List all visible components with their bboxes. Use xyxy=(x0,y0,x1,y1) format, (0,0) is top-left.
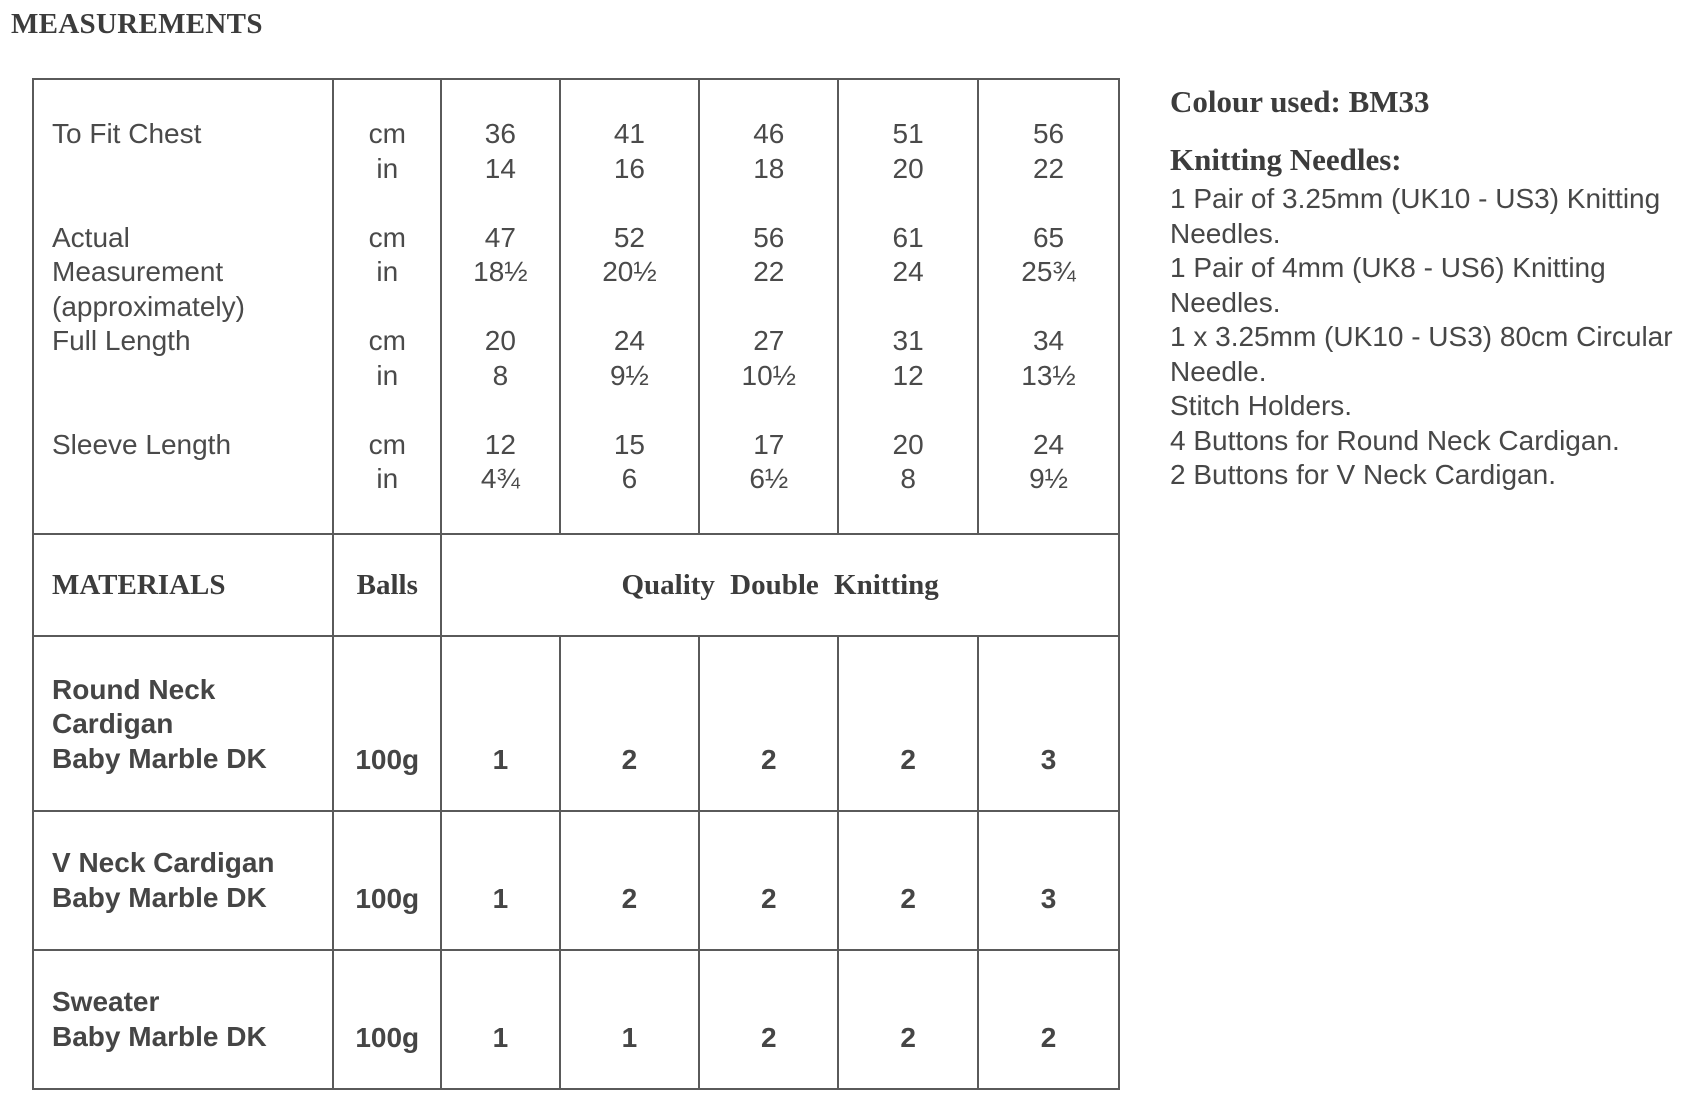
size-value: 8 xyxy=(900,463,916,494)
size-value: 24 xyxy=(1032,428,1065,460)
needle-list-item: 4 Buttons for Round Neck Cardigan. xyxy=(1170,424,1620,456)
ball-count: 3 xyxy=(978,811,1119,950)
size-value: 24 xyxy=(613,325,646,356)
yarn-label-line: Baby Marble DK xyxy=(52,1020,267,1052)
unit-cell xyxy=(333,79,441,534)
measurement-label: Sleeve Length xyxy=(52,428,232,460)
size-value: 56 xyxy=(753,221,785,253)
page-title: MEASUREMENTS xyxy=(11,8,263,40)
measurement-label: Actual xyxy=(52,221,130,253)
size-value: 14 xyxy=(484,152,516,184)
size-column xyxy=(978,79,1119,534)
yarn-label-line: Cardigan xyxy=(52,708,174,739)
size-value: 9½ xyxy=(1029,463,1068,494)
size-value: 10½ xyxy=(741,359,797,391)
unit-label: in xyxy=(376,463,399,494)
yarn-weight: 100g xyxy=(333,811,441,950)
measurement-labels-cell xyxy=(33,79,333,534)
size-value: 12 xyxy=(484,428,516,460)
needle-list-item: 1 x 3.25mm (UK10 - US3) 80cm Circular xyxy=(1170,321,1673,352)
size-column xyxy=(838,79,978,534)
size-value: 52 xyxy=(613,221,646,253)
size-value: 31 xyxy=(892,325,924,356)
size-value: 22 xyxy=(753,256,785,287)
ball-count: 2 xyxy=(560,811,700,950)
ball-count: 2 xyxy=(699,950,838,1089)
size-value: 61 xyxy=(892,221,924,253)
ball-count: 2 xyxy=(560,636,700,811)
needle-list-item: Needle. xyxy=(1170,355,1267,387)
measurement-label: Full Length xyxy=(52,325,191,356)
size-value: 20 xyxy=(484,325,516,356)
info-panel xyxy=(1170,84,1690,493)
size-value: 9½ xyxy=(609,359,649,391)
ball-count: 2 xyxy=(838,811,978,950)
needle-list-item: Stitch Holders. xyxy=(1170,390,1353,421)
needle-list-item: 1 Pair of 3.25mm (UK10 - US3) Knitting xyxy=(1170,183,1661,214)
size-value: 15 xyxy=(613,428,646,460)
yarn-label-line: Sweater xyxy=(52,986,160,1017)
ball-count: 2 xyxy=(699,811,838,950)
yarn-row-label xyxy=(33,636,333,811)
size-column xyxy=(560,79,700,534)
size-value: 65 xyxy=(1032,221,1065,253)
needle-list-item: 2 Buttons for V Neck Cardigan. xyxy=(1170,459,1556,490)
size-value: 12 xyxy=(892,359,924,391)
size-value: 25¾ xyxy=(1021,256,1076,287)
size-value: 16 xyxy=(613,152,646,184)
size-column xyxy=(441,79,559,534)
unit-label: cm xyxy=(368,428,406,460)
needle-list-item: 1 Pair of 4mm (UK8 - US6) Knitting xyxy=(1170,252,1606,283)
unit-label: cm xyxy=(368,325,406,356)
size-value: 34 xyxy=(1032,325,1065,356)
size-value: 36 xyxy=(484,118,516,149)
unit-label: cm xyxy=(368,221,406,253)
yarn-row xyxy=(33,950,1119,1089)
size-value: 18 xyxy=(753,152,785,184)
ball-count: 2 xyxy=(838,636,978,811)
needles-title: Knitting Needles: xyxy=(1170,142,1402,177)
colour-used: Colour used: BM33 xyxy=(1170,84,1430,119)
unit-label: cm xyxy=(368,118,406,149)
ball-count: 2 xyxy=(838,950,978,1089)
yarn-weight: 100g xyxy=(333,636,441,811)
materials-title: MATERIALS xyxy=(33,534,333,636)
yarn-label-line: Baby Marble DK xyxy=(52,742,267,774)
yarn-row xyxy=(33,636,1119,811)
size-value: 18½ xyxy=(473,256,528,287)
unit-label: in xyxy=(376,256,399,287)
measurement-label: To Fit Chest xyxy=(52,118,202,149)
size-value: 47 xyxy=(484,221,516,253)
size-value: 6½ xyxy=(749,463,789,494)
size-value: 51 xyxy=(892,118,924,149)
size-value: 20 xyxy=(892,428,924,460)
needle-list-item: Needles. xyxy=(1170,286,1281,318)
size-value: 46 xyxy=(753,118,785,149)
yarn-label-line: Baby Marble DK xyxy=(52,881,267,913)
quality-label: Quality Double Knitting xyxy=(441,534,1119,636)
size-value: 6 xyxy=(621,463,638,494)
size-value: 24 xyxy=(892,256,924,287)
ball-count: 2 xyxy=(699,636,838,811)
size-value: 27 xyxy=(753,325,785,356)
size-value: 13½ xyxy=(1021,359,1076,391)
yarn-weight: 100g xyxy=(333,950,441,1089)
ball-count: 1 xyxy=(441,636,559,811)
needle-list-item: Needles. xyxy=(1170,217,1281,249)
ball-count: 3 xyxy=(978,636,1119,811)
size-value: 20 xyxy=(892,152,924,184)
balls-label: Balls xyxy=(333,534,441,636)
measurement-label: (approximately) xyxy=(52,290,245,322)
yarn-row xyxy=(33,811,1119,950)
size-value: 8 xyxy=(492,359,509,391)
yarn-label-line: Round Neck xyxy=(52,673,216,705)
yarn-label-line: V Neck Cardigan xyxy=(52,847,275,878)
unit-label: in xyxy=(376,152,399,184)
ball-count: 2 xyxy=(978,950,1119,1089)
ball-count: 1 xyxy=(441,950,559,1089)
needle-list xyxy=(1170,182,1690,493)
ball-count: 1 xyxy=(560,950,700,1089)
size-value: 22 xyxy=(1032,152,1065,184)
materials-header-row xyxy=(33,534,1119,636)
size-value: 17 xyxy=(753,428,785,460)
size-value: 4¾ xyxy=(480,463,520,494)
size-value: 20½ xyxy=(602,256,657,287)
ball-count: 1 xyxy=(441,811,559,950)
measurement-label: Measurement xyxy=(52,256,224,287)
measurements-table xyxy=(32,78,1120,1090)
size-column xyxy=(699,79,838,534)
size-value: 41 xyxy=(613,118,646,149)
size-value: 56 xyxy=(1032,118,1065,149)
unit-label: in xyxy=(376,359,399,391)
measurement-block xyxy=(33,79,1119,534)
yarn-row-label xyxy=(33,950,333,1089)
yarn-row-label xyxy=(33,811,333,950)
